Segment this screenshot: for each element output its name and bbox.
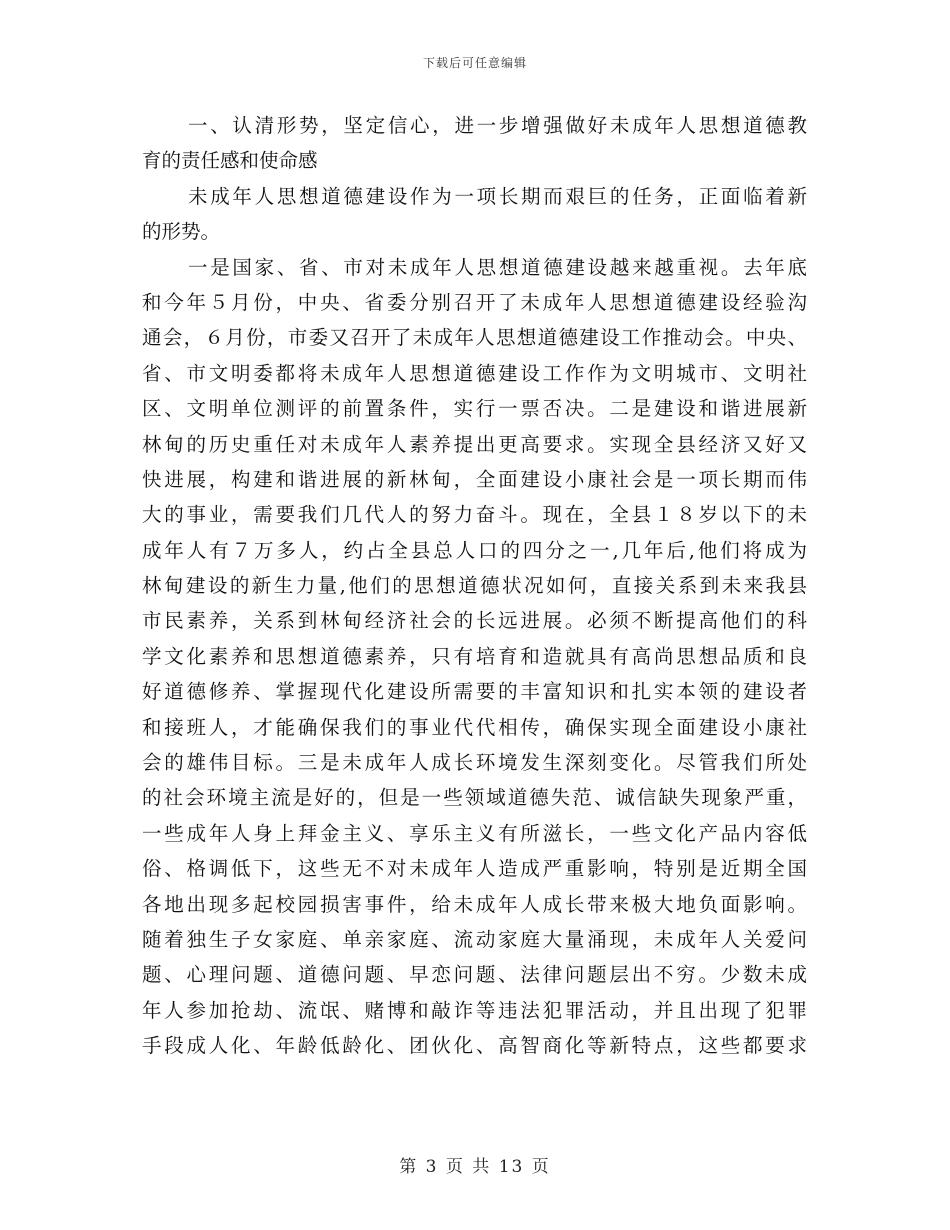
text-line: 和今年５月份，中央、省委分别召开了未成年人思想道德建设经验沟 <box>142 290 807 314</box>
text-line: 会的雄伟目标。三是未成年人成长环境发生深刻变化。尽管我们所处 <box>142 751 807 775</box>
text-line: 一些成年人身上拜金主义、享乐主义有所滋长，一些文化产品内容低 <box>142 821 807 845</box>
text-line: 的社会环境主流是好的，但是一些领域道德失范、诚信缺失现象严重， <box>142 786 807 810</box>
text-line: 育的责任感和使命感 <box>142 149 318 173</box>
text-line: 大的事业，需要我们几代人的努力奋斗。现在，全县１８岁以下的未 <box>142 503 807 527</box>
text-line: 未成年人思想道德建设作为一项长期而艰巨的任务，正面临着新 <box>188 184 807 208</box>
text-line: 一、认清形势，坚定信心，进一步增强做好未成年人思想道德教 <box>188 114 807 137</box>
text-line: 和接班人，才能确保我们的事业代代相传，确保实现全面建设小康社 <box>142 715 807 739</box>
text-line: 一是国家、省、市对未成年人思想道德建设越来越重视。去年底 <box>188 255 807 279</box>
text-line: 随着独生子女家庭、单亲家庭、流动家庭大量涌现，未成年人关爱问 <box>142 927 807 951</box>
text-line: 林甸建设的新生力量,他们的思想道德状况如何，直接关系到未来我县 <box>142 574 807 598</box>
text-line: 各地出现多起校园损害事件，给未成年人成长带来极大地负面影响。 <box>142 892 807 916</box>
text-line: 年人参加抢劫、流氓、赌博和敲诈等违法犯罪活动，并且出现了犯罪 <box>142 998 807 1022</box>
page-number-footer: 第 3 页 共 13 页 <box>399 1157 551 1177</box>
text-line: 区、文明单位测评的前置条件，实行一票否决。二是建设和谐进展新 <box>142 397 807 421</box>
page-header-note: 下载后可任意编辑 <box>422 56 527 70</box>
text-line: 成年人有７万多人，约占全县总人口的四分之一,几年后,他们将成为 <box>142 538 807 562</box>
text-line: 手段成人化、年龄低龄化、团伙化、高智商化等新特点，这些都要求 <box>142 1034 807 1058</box>
text-line: 学文化素养和思想道德素养，只有培育和造就具有高尚思想品质和良 <box>142 644 807 668</box>
text-line: 快进展，构建和谐进展的新林甸，全面建设小康社会是一项长期而伟 <box>142 467 807 491</box>
document-body <box>142 108 807 1064</box>
text-line: 林甸的历史重任对未成年人素养提出更高要求。实现全县经济又好又 <box>142 432 807 456</box>
text-line: 俗、格调低下，这些无不对未成年人造成严重影响，特别是近期全国 <box>142 857 807 881</box>
text-line: 好道德修养、掌握现代化建设所需要的丰富知识和扎实本领的建设者 <box>142 680 807 704</box>
text-line: 省、市文明委都将未成年人思想道德建设工作作为文明城市、文明社 <box>142 361 807 385</box>
text-line: 通会，６月份，市委又召开了未成年人思想道德建设工作推动会。中央、 <box>142 326 807 350</box>
text-line: 市民素养，关系到林甸经济社会的长远进展。必须不断提高他们的科 <box>142 609 807 633</box>
text-line: 的形势。 <box>142 220 221 244</box>
text-line: 题、心理问题、道德问题、早恋问题、法律问题层出不穷。少数未成 <box>142 963 807 987</box>
